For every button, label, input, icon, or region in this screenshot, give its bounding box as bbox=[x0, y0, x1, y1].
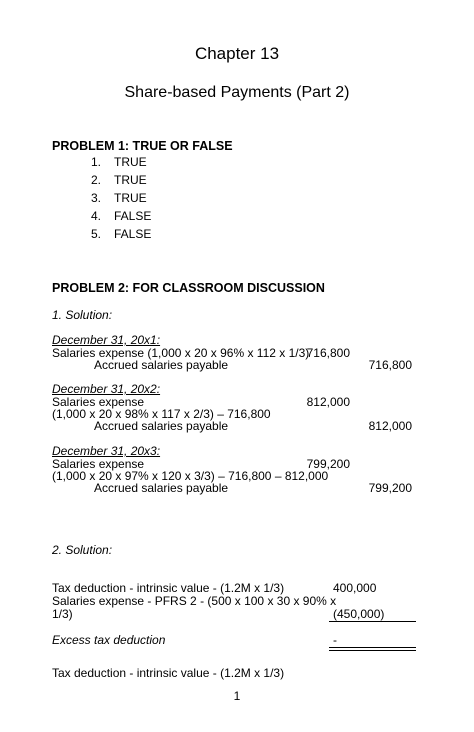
entry-debit-account: Salaries expense (1,000 x 20 x 96% x 112 x 1/3) bbox=[52, 346, 310, 360]
entry-credit-amount: 812,000 bbox=[368, 419, 412, 433]
entry-debit-computation: (1,000 x 20 x 98% x 117 x 2/3) – 716,800 bbox=[52, 407, 271, 421]
problem2-heading: PROBLEM 2: FOR CLASSROOM DISCUSSION bbox=[52, 281, 325, 295]
entry-credit-amount: 799,200 bbox=[368, 481, 412, 495]
list-item-answer: FALSE bbox=[114, 227, 152, 241]
entry-credit-amount: 716,800 bbox=[368, 358, 412, 372]
list-item-answer: TRUE bbox=[114, 191, 147, 205]
page-subtitle: Share-based Payments (Part 2) bbox=[124, 84, 350, 101]
list-item-number: 1. bbox=[91, 155, 102, 169]
tax-row-value: 400,000 bbox=[333, 581, 377, 595]
entry-date: December 31, 20x3: bbox=[52, 444, 161, 458]
total-rule-top bbox=[329, 647, 416, 648]
list-item-number: 4. bbox=[91, 209, 102, 223]
entry-debit-amount: 812,000 bbox=[306, 395, 350, 409]
list-item-answer: TRUE bbox=[114, 173, 147, 187]
entry-credit-account: Accrued salaries payable bbox=[94, 419, 229, 433]
entry-debit-amount: 799,200 bbox=[306, 457, 350, 471]
list-item-answer: FALSE bbox=[114, 209, 152, 223]
list-item-number: 5. bbox=[91, 227, 102, 241]
solution2-label: 2. Solution: bbox=[52, 543, 113, 557]
entry-date: December 31, 20x2: bbox=[52, 382, 161, 396]
excess-tax-value: - bbox=[333, 633, 337, 647]
entry-debit-amount: 716,800 bbox=[306, 346, 350, 360]
entry-date: December 31, 20x1: bbox=[52, 333, 161, 347]
entry-debit-account: Salaries expense bbox=[52, 395, 145, 409]
entry-debit-account: Salaries expense bbox=[52, 457, 145, 471]
subtotal-rule bbox=[329, 621, 416, 622]
total-rule-bottom bbox=[329, 650, 416, 651]
tax-row-label: Tax deduction - intrinsic value - (1.2M x 1/3) bbox=[52, 581, 285, 595]
problem1-heading: PROBLEM 1: TRUE OR FALSE bbox=[52, 139, 233, 153]
tax-row-value: (450,000) bbox=[333, 607, 385, 621]
excess-tax-label: Excess tax deduction bbox=[52, 633, 166, 647]
tax-row-label-continued: 1/3) bbox=[52, 607, 73, 621]
tax-row-label: Salaries expense - PFRS 2 - (500 x 100 x 30 x 90% x bbox=[52, 594, 337, 608]
list-item-number: 2. bbox=[91, 173, 102, 187]
entry-credit-account: Accrued salaries payable bbox=[94, 481, 229, 495]
list-item-number: 3. bbox=[91, 191, 102, 205]
entry-debit-computation: (1,000 x 20 x 97% x 120 x 3/3) – 716,800 – 812,000 bbox=[52, 469, 329, 483]
page-number: 1 bbox=[233, 689, 241, 703]
list-item-answer: TRUE bbox=[114, 155, 147, 169]
tax-row-label: Tax deduction - intrinsic value - (1.2M x 1/3) bbox=[52, 666, 285, 680]
entry-credit-account: Accrued salaries payable bbox=[94, 358, 229, 372]
chapter-title: Chapter 13 bbox=[194, 44, 280, 63]
solution1-label: 1. Solution: bbox=[52, 308, 113, 322]
